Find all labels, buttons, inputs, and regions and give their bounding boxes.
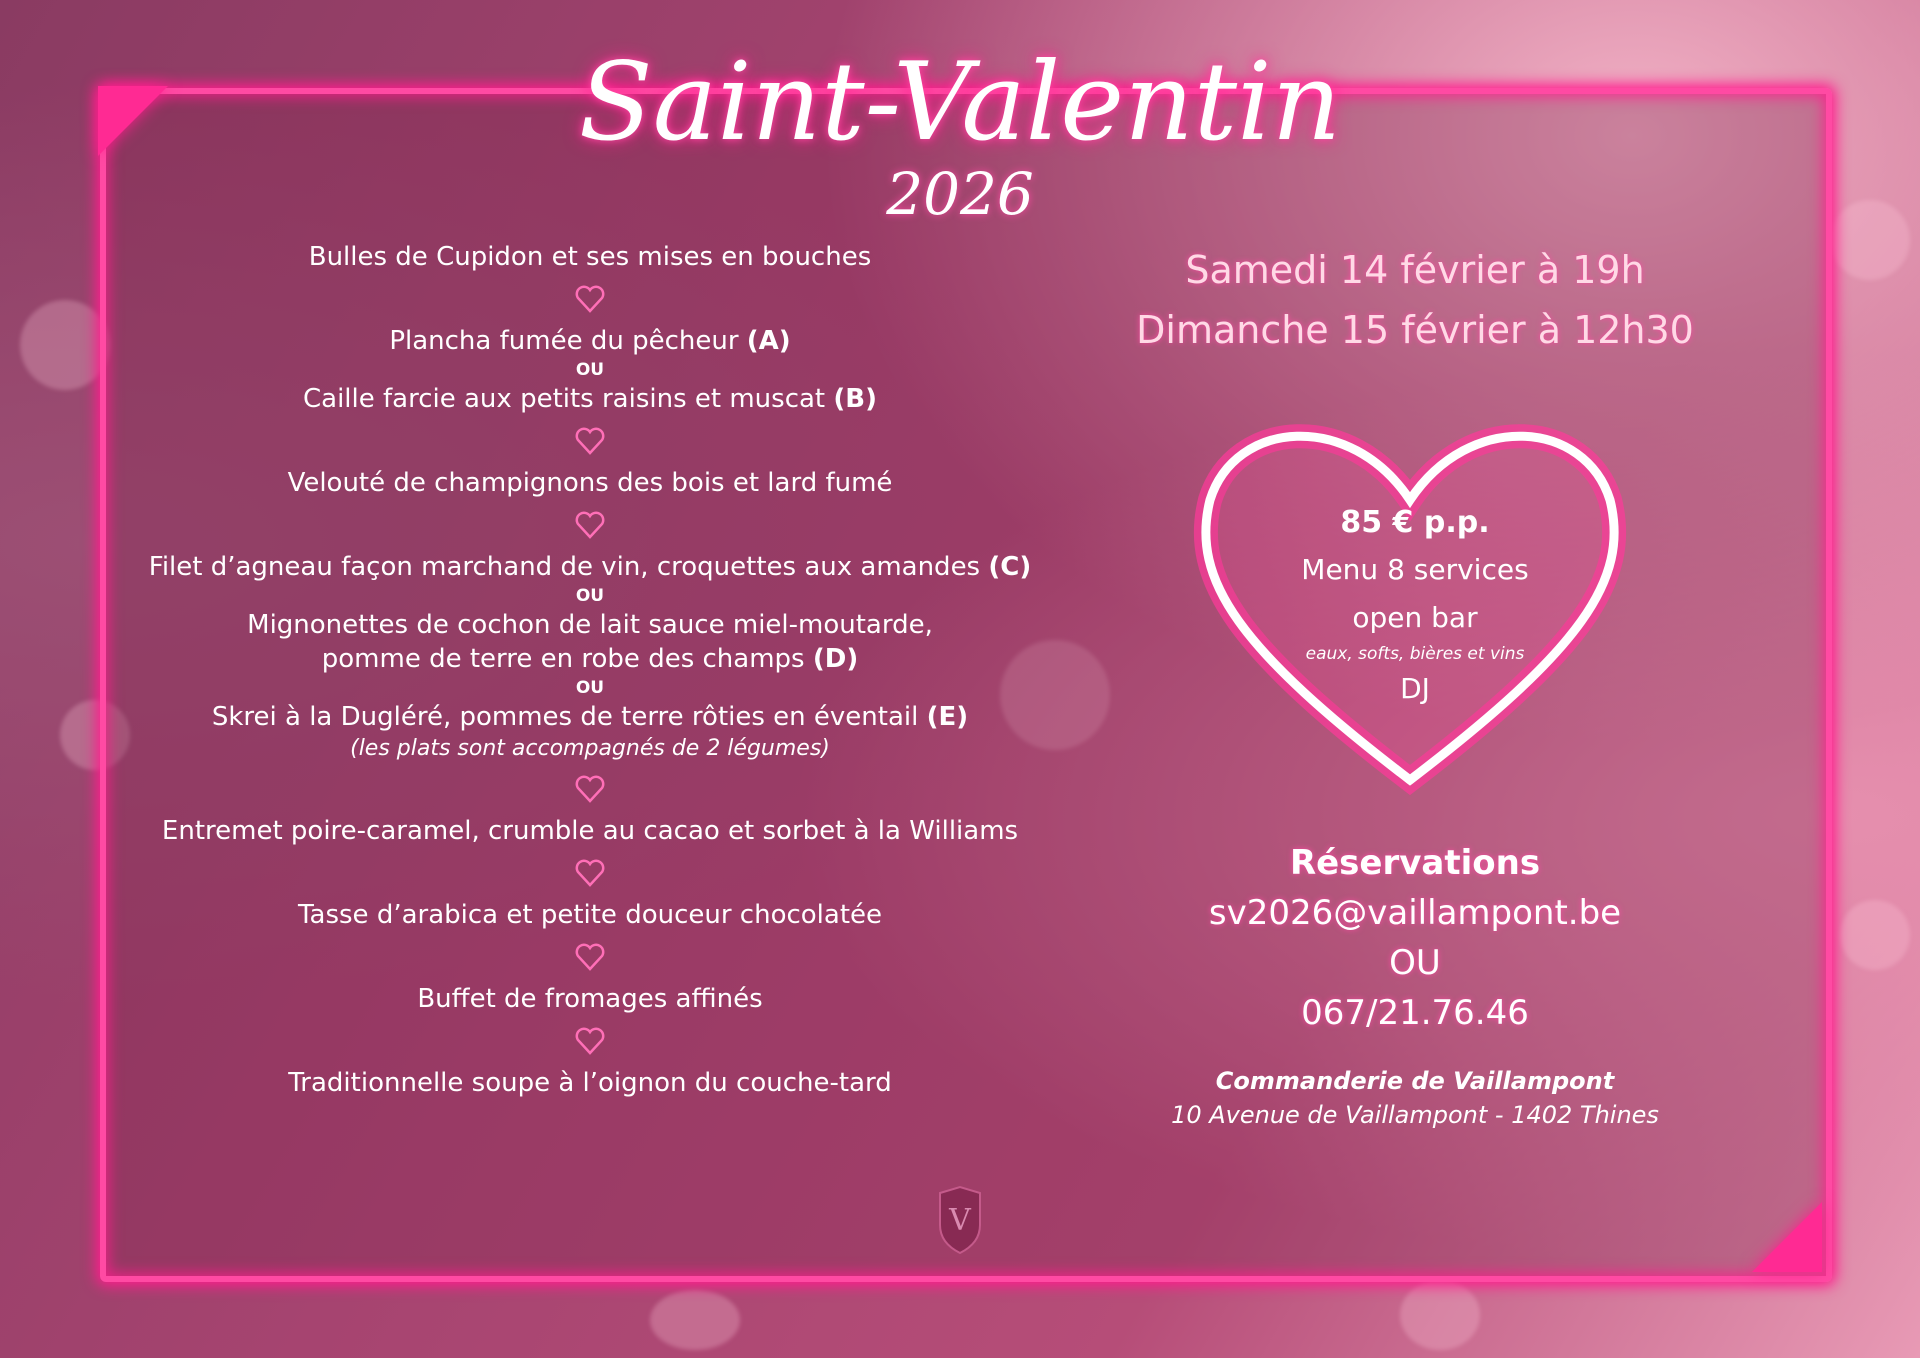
menu-course [140, 324, 1040, 358]
bokeh-decoration [1830, 200, 1910, 280]
menu-course-text: Skrei à la Dugléré, pommes de terre rôties en éventail [211, 702, 919, 732]
menu-course: Bulles de Cupidon et ses mises en bouches [308, 242, 872, 272]
menu-course [140, 382, 1040, 416]
menu-course-text: Filet d’agneau façon marchand de vin, croquettes aux amandes [148, 552, 981, 582]
heart-icon [140, 1016, 1040, 1066]
menu-course: Mignonettes de cochon de lait sauce miel-moutarde, [247, 610, 933, 640]
reservations [1130, 838, 1700, 1038]
heart-icon [140, 764, 1040, 814]
heart-icon [140, 848, 1040, 898]
frame-corner-bottom-right [1752, 1202, 1822, 1272]
open-bar: open bar [1352, 601, 1478, 634]
menu-course-tag: (C) [988, 552, 1032, 582]
menu-services: Menu 8 services [1301, 553, 1529, 586]
menu-course-text: pomme de terre en robe des champs [321, 644, 805, 674]
menu-course-tag: (D) [812, 644, 859, 674]
menu-list [140, 240, 1040, 1100]
date-sunday: Dimanche 15 février à 12h30 [1136, 308, 1694, 352]
venue-name: Commanderie de Vaillampont [1215, 1067, 1615, 1095]
page-title: Saint-Valentin [578, 40, 1342, 165]
menu-course: Buffet de fromages affinés [417, 984, 763, 1014]
reservations-phone[interactable]: 067/21.76.46 [1301, 993, 1529, 1033]
reservations-or: OU [1389, 943, 1441, 983]
menu-course-tag: (E) [926, 702, 969, 732]
menu-course-tag: (B) [833, 384, 877, 414]
bokeh-decoration [20, 300, 110, 390]
logo-letter: V [949, 1203, 971, 1238]
menu-course [140, 642, 1040, 676]
menu-course [140, 550, 1040, 584]
heart-icon [140, 932, 1040, 982]
venue [1130, 1064, 1700, 1132]
reservations-title: Réservations [1289, 843, 1541, 883]
menu-course [140, 700, 1040, 734]
date-saturday: Samedi 14 février à 19h [1185, 248, 1645, 292]
heart-icon [140, 500, 1040, 550]
menu-course: Entremet poire-caramel, crumble au cacao et sorbet à la Williams [161, 816, 1019, 846]
shield-logo-icon [935, 1185, 985, 1255]
drinks-list: eaux, softs, bières et vins [1305, 644, 1525, 664]
menu-course-text: Caille farcie aux petits raisins et muscat [303, 384, 826, 414]
heart-icon [140, 274, 1040, 324]
price: 85 € p.p. [1340, 505, 1490, 540]
menu-or: OU [575, 360, 605, 380]
event-dates [1130, 240, 1700, 360]
page-year: 2026 [886, 160, 1034, 228]
offer-block [1270, 500, 1560, 712]
heart-icon [140, 416, 1040, 466]
dj: DJ [1400, 672, 1430, 705]
frame-corner-top-left [98, 86, 168, 156]
bokeh-decoration [1400, 1280, 1480, 1350]
menu-course-tag: (A) [746, 326, 791, 356]
menu-course: Tasse d’arabica et petite douceur chocolatée [297, 900, 883, 930]
menu-or: OU [575, 678, 605, 698]
menu-course: Velouté de champignons des bois et lard fumé [287, 468, 893, 498]
bokeh-decoration [1840, 900, 1910, 970]
bokeh-decoration [650, 1290, 740, 1350]
menu-course: Traditionnelle soupe à l’oignon du couche-tard [288, 1068, 892, 1098]
menu-or: OU [575, 586, 605, 606]
venue-address: 10 Avenue de Vaillampont - 1402 Thines [1171, 1101, 1659, 1129]
menu-course-text: Plancha fumée du pêcheur [389, 326, 739, 356]
reservations-email[interactable]: sv2026@vaillampont.be [1208, 893, 1622, 933]
menu-note: (les plats sont accompagnés de 2 légumes) [350, 736, 830, 761]
